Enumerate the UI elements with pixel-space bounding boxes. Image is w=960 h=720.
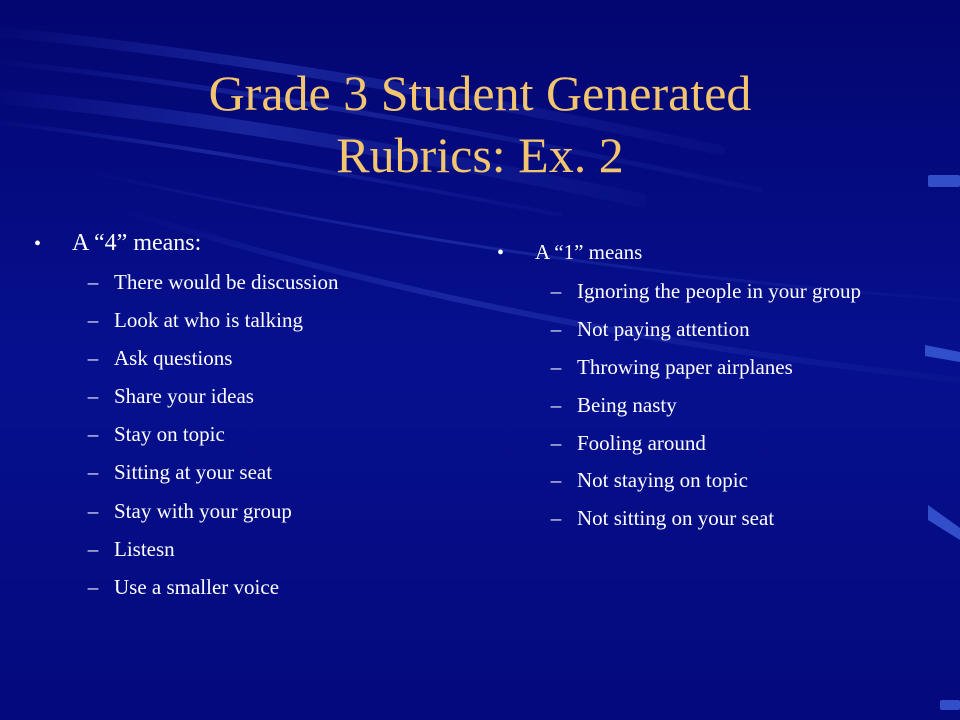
list-item: – Stay with your group xyxy=(72,498,454,524)
right-list xyxy=(535,278,897,531)
left-heading xyxy=(34,230,454,257)
list-item: – Listesn xyxy=(72,536,454,562)
dash-icon: – xyxy=(550,354,562,379)
dash-icon: – xyxy=(550,279,562,303)
dash-icon: – xyxy=(550,430,562,455)
dash-icon: – xyxy=(550,316,562,341)
left-column xyxy=(34,230,454,612)
bullet-icon: • xyxy=(497,242,505,264)
dash-icon: – xyxy=(87,498,99,523)
dash-icon: – xyxy=(87,270,99,294)
dash-icon: – xyxy=(550,506,562,531)
list-item: – Ask questions xyxy=(72,345,454,371)
dash-icon: – xyxy=(87,308,99,333)
list-item: – Use a smaller voice xyxy=(72,574,454,600)
list-item: – Look at who is talking xyxy=(72,307,454,333)
list-item: – Not paying attention xyxy=(535,316,897,342)
title-line-2: Rubrics: Ex. 2 xyxy=(336,127,624,183)
list-item: – Throwing paper airplanes xyxy=(535,354,897,380)
list-item: – Not sitting on your seat xyxy=(535,505,897,531)
right-heading-text: A “1” means xyxy=(535,240,643,264)
slide-title xyxy=(60,62,900,186)
title-line-1: Grade 3 Student Generated xyxy=(208,65,752,121)
dash-icon: – xyxy=(87,460,99,485)
list-item: – Stay on topic xyxy=(72,421,454,447)
right-column xyxy=(497,240,897,543)
list-item: – Share your ideas xyxy=(72,383,454,409)
list-item: – Being nasty xyxy=(535,392,897,418)
dash-icon: – xyxy=(550,392,562,417)
left-list xyxy=(72,269,454,600)
dash-icon: – xyxy=(87,346,99,371)
left-heading-text: A “4” means: xyxy=(72,230,202,256)
list-item: – Fooling around xyxy=(535,430,897,456)
dash-icon: – xyxy=(87,384,99,409)
list-item: – Ignoring the people in your group xyxy=(535,278,897,304)
list-item: – There would be discussion xyxy=(72,269,454,295)
dash-icon: – xyxy=(87,422,99,447)
list-item: – Not staying on topic xyxy=(535,467,897,493)
bullet-icon: • xyxy=(34,233,42,255)
dash-icon: – xyxy=(87,574,99,599)
dash-icon: – xyxy=(550,468,562,493)
dash-icon: – xyxy=(87,536,99,561)
right-heading xyxy=(497,240,897,265)
list-item: – Sitting at your seat xyxy=(72,459,454,485)
